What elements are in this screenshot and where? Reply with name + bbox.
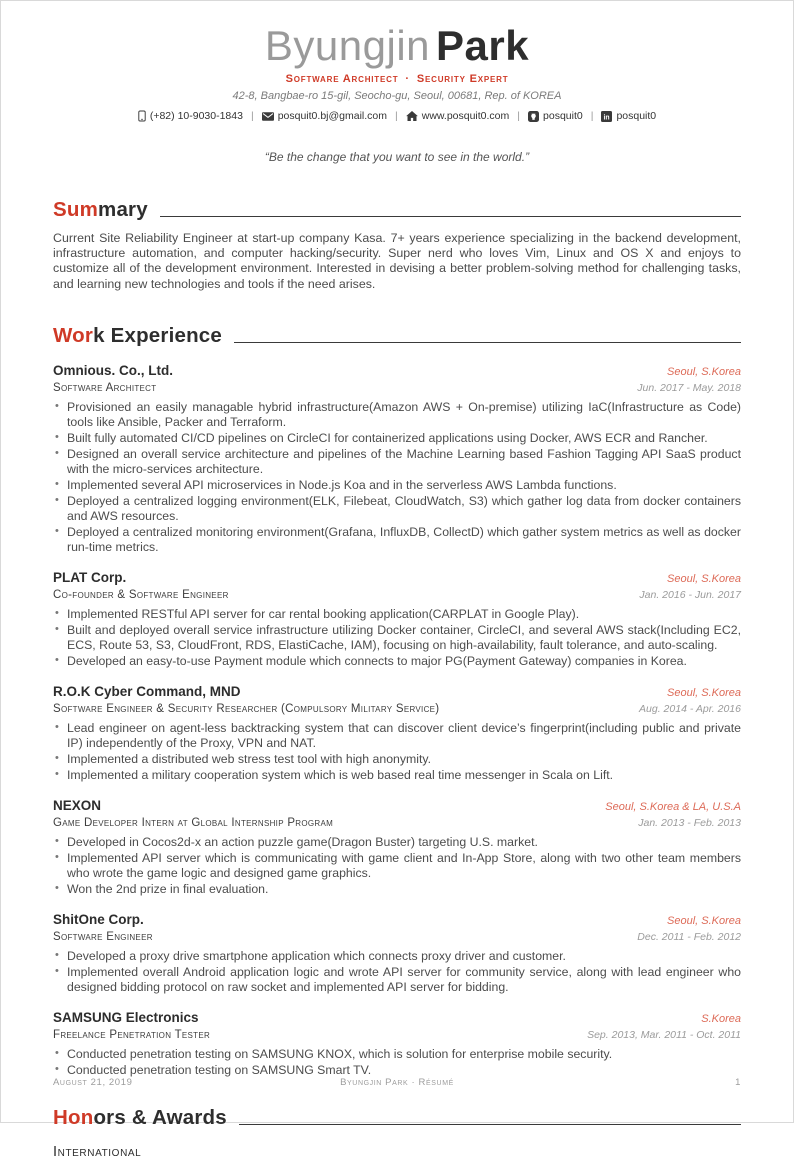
job-date: Jan. 2013 - Feb. 2013	[638, 816, 741, 829]
bullet-item: • Implemented several API microservices in Node.js Koa and in the serverless AWS Lambda functions.	[53, 478, 741, 493]
company-name: Omnious. Co., Ltd.	[53, 362, 173, 378]
home-icon	[406, 111, 418, 121]
linkedin-contact[interactable]	[601, 110, 656, 122]
work-title	[53, 324, 741, 348]
bullet-item: • Implemented a military cooperation system which is web based real time messenger in Scala on Lift.	[53, 768, 741, 783]
job-bullets	[53, 835, 741, 897]
job-bullets	[53, 607, 741, 669]
person-name	[53, 23, 741, 69]
summary-title	[53, 198, 741, 222]
bullet-item: • Conducted penetration testing on SAMSUNG Smart TV.	[53, 1063, 741, 1078]
job-date: Jan. 2016 - Jun. 2017	[639, 588, 741, 601]
bullet-item: • Implemented a distributed web stress test tool with high anonymity.	[53, 752, 741, 767]
job-bullets	[53, 949, 741, 995]
company-name: R.O.K Cyber Command, MND	[53, 683, 241, 699]
honors-title	[53, 1106, 741, 1130]
bullet-item: • Implemented RESTful API server for car rental booking application(CARPLAT in Google Play).	[53, 607, 741, 622]
tagline-role-2: Security Expert	[416, 73, 509, 86]
job-date: Jun. 2017 - May. 2018	[637, 381, 741, 394]
tagline-role-1: Software Architect	[285, 73, 399, 86]
contact-row	[53, 110, 741, 122]
email-address[interactable]: posquit0.bj@gmail.com	[277, 110, 387, 123]
company-name: SAMSUNG Electronics	[53, 1009, 199, 1025]
job-position: Game Developer Intern at Global Internship Program	[53, 816, 334, 829]
linkedin-handle[interactable]: posquit0	[616, 110, 657, 123]
company-location: S.Korea	[701, 1012, 741, 1025]
job-bullets	[53, 400, 741, 555]
section-work-experience	[53, 324, 741, 1078]
work-entry	[53, 1010, 741, 1078]
bullet-item: • Built and deployed overall service infrastructure utilizing Docker container, CircleCI, and several AWS stack(Including EC2, ECS, Route 53, S3, CloudFront, RDS, ElastiCache, IAM), focusing on high-availability, fault tolerance, and auto-scaling.	[53, 623, 741, 653]
job-bullets	[53, 721, 741, 783]
footer-title: Byungjin Park · Résumé	[340, 1077, 454, 1088]
job-position: Software Engineer	[53, 930, 153, 943]
bullet-item: • Conducted penetration testing on SAMSUNG KNOX, which is solution for enterprise mobile security.	[53, 1047, 741, 1062]
company-name: NEXON	[53, 797, 102, 813]
honors-title-rest: ors & Awards	[93, 1105, 227, 1129]
job-bullets	[53, 1047, 741, 1078]
job-date: Dec. 2011 - Feb. 2012	[637, 930, 741, 943]
address: 42-8, Bangbae-ro 15-gil, Seocho-gu, Seoul, 00681, Rep. of KOREA	[232, 90, 562, 103]
mobile-icon	[138, 110, 146, 122]
company-location: Seoul, S.Korea	[667, 365, 741, 378]
first-name: Byungjin	[264, 22, 431, 69]
job-position: Freelance Penetration Tester	[53, 1028, 211, 1041]
email-icon	[262, 112, 274, 121]
email-contact[interactable]	[262, 110, 387, 122]
page-footer	[53, 1077, 741, 1088]
summary-title-rest: mary	[98, 198, 148, 222]
bullet-item: • Built fully automated CI/CD pipelines on CircleCI for containerized applications using Docker, AWS ECR and Rancher.	[53, 431, 741, 446]
summary-text: Current Site Reliability Engineer at start-up company Kasa. 7+ years experience specializing in the backend development, infrastructure automation, and computer hacking/security. Super nerd who loves Vim, Linux and OS X and enjoys to customize all of the development environment. Interested in devising a better problem-solving method for challenging tasks, and learning new technologies and tools if the need arises.	[53, 231, 741, 291]
svg-text:in: in	[603, 114, 611, 122]
bullet-item: • Deployed a centralized monitoring environment(Grafana, InfluxDB, CollectD) which gather system metrics as well as docker run-time metrics.	[53, 525, 741, 555]
contact-separator: |	[395, 110, 398, 123]
bullet-item: • Developed a proxy drive smartphone application which connects proxy driver and customer.	[53, 949, 741, 964]
work-entry	[53, 912, 741, 995]
job-position: Co-founder & Software Engineer	[53, 588, 229, 601]
company-location: Seoul, S.Korea & LA, U.S.A	[605, 800, 741, 813]
section-honors-awards	[53, 1106, 741, 1160]
summary-title-highlight: Sum	[53, 198, 99, 222]
honors-subsection-international: International	[53, 1143, 142, 1160]
last-name: Park	[436, 22, 530, 69]
section-summary	[53, 198, 741, 292]
website-url[interactable]: www.posquit0.com	[421, 110, 510, 123]
work-entry	[53, 363, 741, 555]
section-rule	[239, 1124, 741, 1125]
bullet-item: • Implemented overall Android application logic and wrote API server for community service, along with lead engineer who designed bidding protocol on raw socket and implemented API server for bidding.	[53, 965, 741, 995]
bullet-item: • Lead engineer on agent-less backtracking system that can discover client device’s fingerprint(including public and private IP) independently of the Proxy, VPN and NAT.	[53, 721, 741, 751]
quote: “Be the change that you want to see in the world.”	[264, 150, 530, 165]
tagline-separator: ·	[405, 73, 410, 86]
work-entry	[53, 684, 741, 783]
job-position: Software Architect	[53, 381, 157, 394]
company-name: PLAT Corp.	[53, 569, 127, 585]
resume-header	[53, 23, 741, 164]
job-date: Aug. 2014 - Apr. 2016	[639, 702, 741, 715]
honors-title-highlight: Hon	[53, 1105, 94, 1129]
company-name: ShitOne Corp.	[53, 911, 144, 927]
contact-separator: |	[250, 110, 254, 123]
work-title-rest: k Experience	[93, 323, 222, 347]
bullet-item: • Deployed a centralized logging environment(ELK, Filebeat, CloudWatch, S3) which gather log data from docker containers and AWS resources.	[53, 494, 741, 524]
tagline	[53, 73, 741, 85]
bullet-item: • Developed an easy-to-use Payment module which connects to major PG(Payment Gateway) companies in Korea.	[53, 654, 741, 669]
company-location: Seoul, S.Korea	[667, 914, 741, 927]
section-rule	[160, 216, 741, 217]
footer-page-number: 1	[735, 1077, 741, 1088]
github-contact[interactable]	[528, 110, 583, 122]
bullet-item: • Designed an overall service architecture and pipelines of the Machine Learning based Fashion Tagging API SaaS product with the micro-services architecture.	[53, 447, 741, 477]
github-handle[interactable]: posquit0	[543, 110, 583, 123]
section-rule	[234, 342, 741, 343]
website-contact[interactable]	[406, 110, 510, 122]
github-icon	[528, 111, 539, 122]
linkedin-icon	[601, 111, 612, 122]
contact-separator: |	[590, 110, 594, 123]
contact-separator: |	[517, 110, 521, 123]
company-location: Seoul, S.Korea	[667, 572, 741, 585]
phone-number: (+82) 10-9030-1843	[149, 110, 243, 123]
bullet-item: • Won the 2nd prize in final evaluation.	[53, 882, 741, 897]
job-date: Sep. 2013, Mar. 2011 - Oct. 2011	[587, 1028, 741, 1041]
job-position: Software Engineer & Security Researcher (Compulsory Military Service)	[53, 702, 440, 715]
work-entry	[53, 798, 741, 897]
work-title-highlight: Wor	[53, 323, 94, 347]
footer-date: August 21, 2019	[53, 1077, 133, 1088]
phone-contact	[138, 110, 243, 122]
company-location: Seoul, S.Korea	[667, 686, 741, 699]
bullet-item: • Implemented API server which is communicating with game client and In-App Store, along with two other team members who wrote the game logic and designed game graphics.	[53, 851, 741, 881]
work-entry	[53, 570, 741, 669]
bullet-item: • Provisioned an easily managable hybrid infrastructure(Amazon AWS + On-premise) utilizing IaC(Infrastructure as Code) tools like Ansible, Packer and Terraform.	[53, 400, 741, 430]
bullet-item: • Developed in Cocos2d-x an action puzzle game(Dragon Buster) targeting U.S. market.	[53, 835, 741, 850]
